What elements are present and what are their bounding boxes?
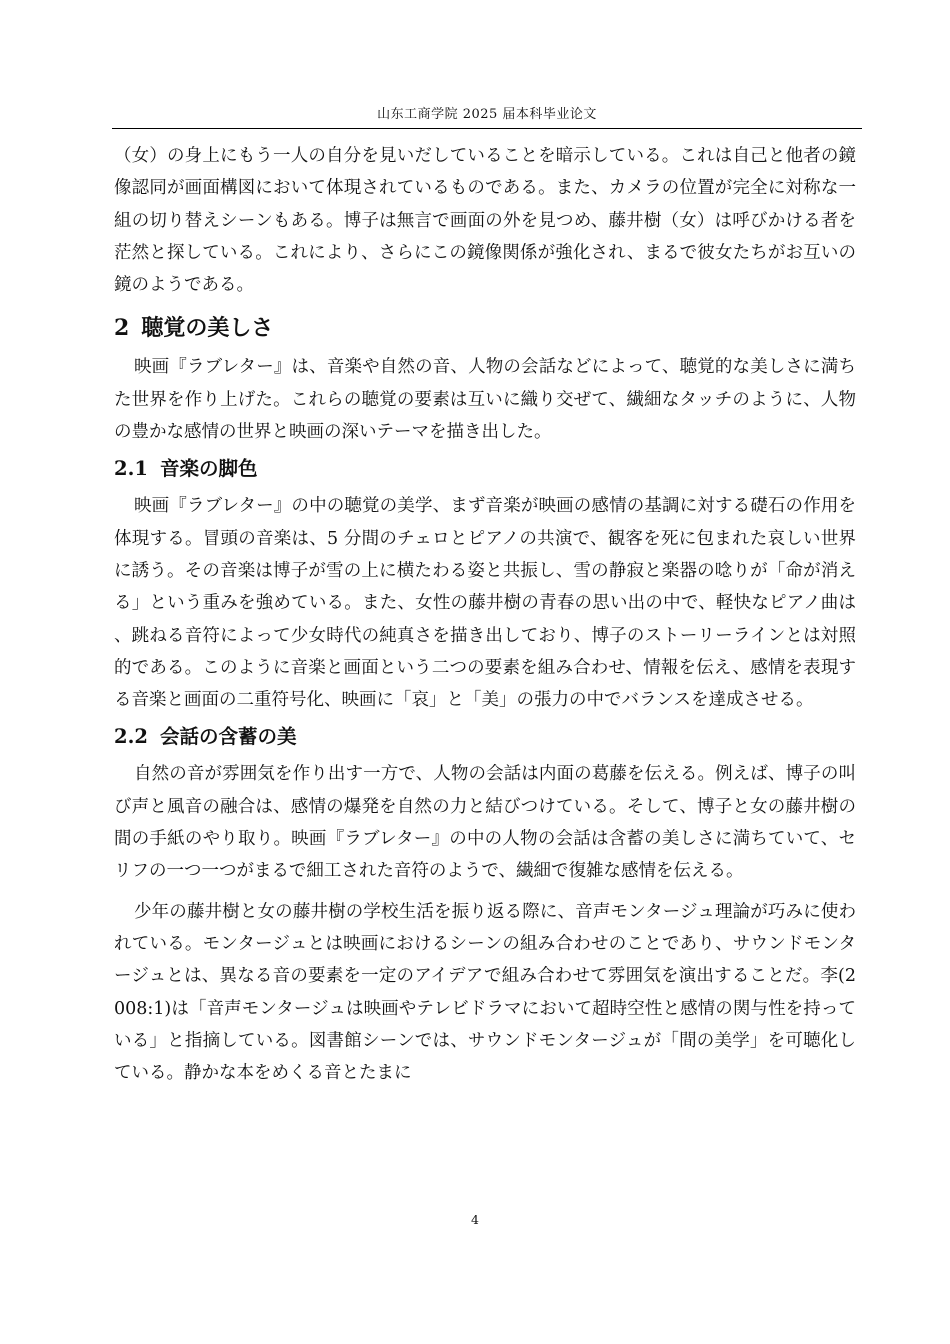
paragraph-auditory-intro: 映画『ラブレター』は、音楽や自然の音、人物の会話などによって、聴覚的な美しさに満ちた世界を作り上げた。これらの聴覚の要素は互いに織り交ぜて、繊細なタッチのように、人物の豊かな感情の世界と映画の深いテーマを描き出した。 — [114, 357, 856, 443]
page-number: 4 — [471, 1212, 479, 1227]
subsection-heading-2-2 — [114, 720, 856, 754]
subsection-number: 2.1 — [114, 457, 148, 481]
running-header: 山东工商学院 2025 届本科毕业论文 — [377, 107, 597, 122]
header-rule — [112, 128, 862, 129]
section-number: 2 — [114, 315, 130, 342]
subsection-title: 会話の含蓄の美 — [159, 725, 297, 749]
subsection-title: 音楽の脚色 — [159, 457, 258, 481]
subsection-heading-2-1 — [114, 452, 856, 486]
paragraph-music: 映画『ラブレター』の中の聴覚の美学、まず音楽が映画の感情の基調に対する礎石の作用を体現する。冒頭の音楽は、5 分間のチェロとピアノの共演で、観客を死に包まれた哀しい世界に誘う。その音楽は博子が雪の上に横たわる姿と共振し、雪の静寂と楽器の唸りが「命が消える」という重みを強めている。また、女性の藤井樹の青春の思い出の中で、軽快なピアノ曲は、跳ねる音符によって少女時代の純真さを描き出しており、博子のストーリーラインとは対照的である。このように音楽と画面という二つの要素を組み合わせ、情報を伝え、感情を表現する音楽と画面の二重符号化、映画に「哀」と「美」の張力の中でバランスを達成させる。 — [114, 496, 856, 711]
paragraph-dialogue: 自然の音が雰囲気を作り出す一方で、人物の会話は内面の葛藤を伝える。例えば、博子の叫び声と風音の融合は、感情の爆発を自然の力と結びつけている。そして、博子と女の藤井樹の間の手紙のやり取り。映画『ラブレター』の中の人物の会話は含蓄の美しさに満ちていて、セリフの一つ一つがまるで細工された音符のようで、繊細で復雑な感情を伝える。 — [114, 764, 856, 882]
paragraph-mirror-image: （女）の身上にもう一人の自分を見いだしていることを暗示している。これは自己と他者の鏡像認同が画面構図において体現されているものである。また、カメラの位置が完全に対称な一組の切り替えシーンもある。博子は無言で画面の外を見つめ、藤井樹（女）は呼びかける者を茫然と探している。これにより、さらにこの鏡像関係が強化され、まるで彼女たちがお互いの鏡のようである。 — [114, 146, 856, 296]
subsection-number: 2.2 — [114, 725, 148, 749]
paragraph-sound-montage: 少年の藤井樹と女の藤井樹の学校生活を振り返る際に、音声モンタージュ理論が巧みに使われている。モンタージュとは映画におけるシーンの組み合わせのことであり、サウンドモンタージュとは、異なる音の要素を一定のアイデアで組み合わせて雰囲気を演出することだ。李(2008:1)は「音声モンタージュは映画やテレビドラマにおいて超時空性と感情の関与性を持っている」と指摘している。図書館シーンでは、サウンドモンタージュが「間の美学」を可聴化している。静かな本をめくる音とたまに — [114, 901, 856, 1084]
section-heading-2 — [114, 310, 856, 346]
page-body — [114, 140, 856, 1089]
section-title: 聴覚の美しさ — [141, 315, 274, 342]
